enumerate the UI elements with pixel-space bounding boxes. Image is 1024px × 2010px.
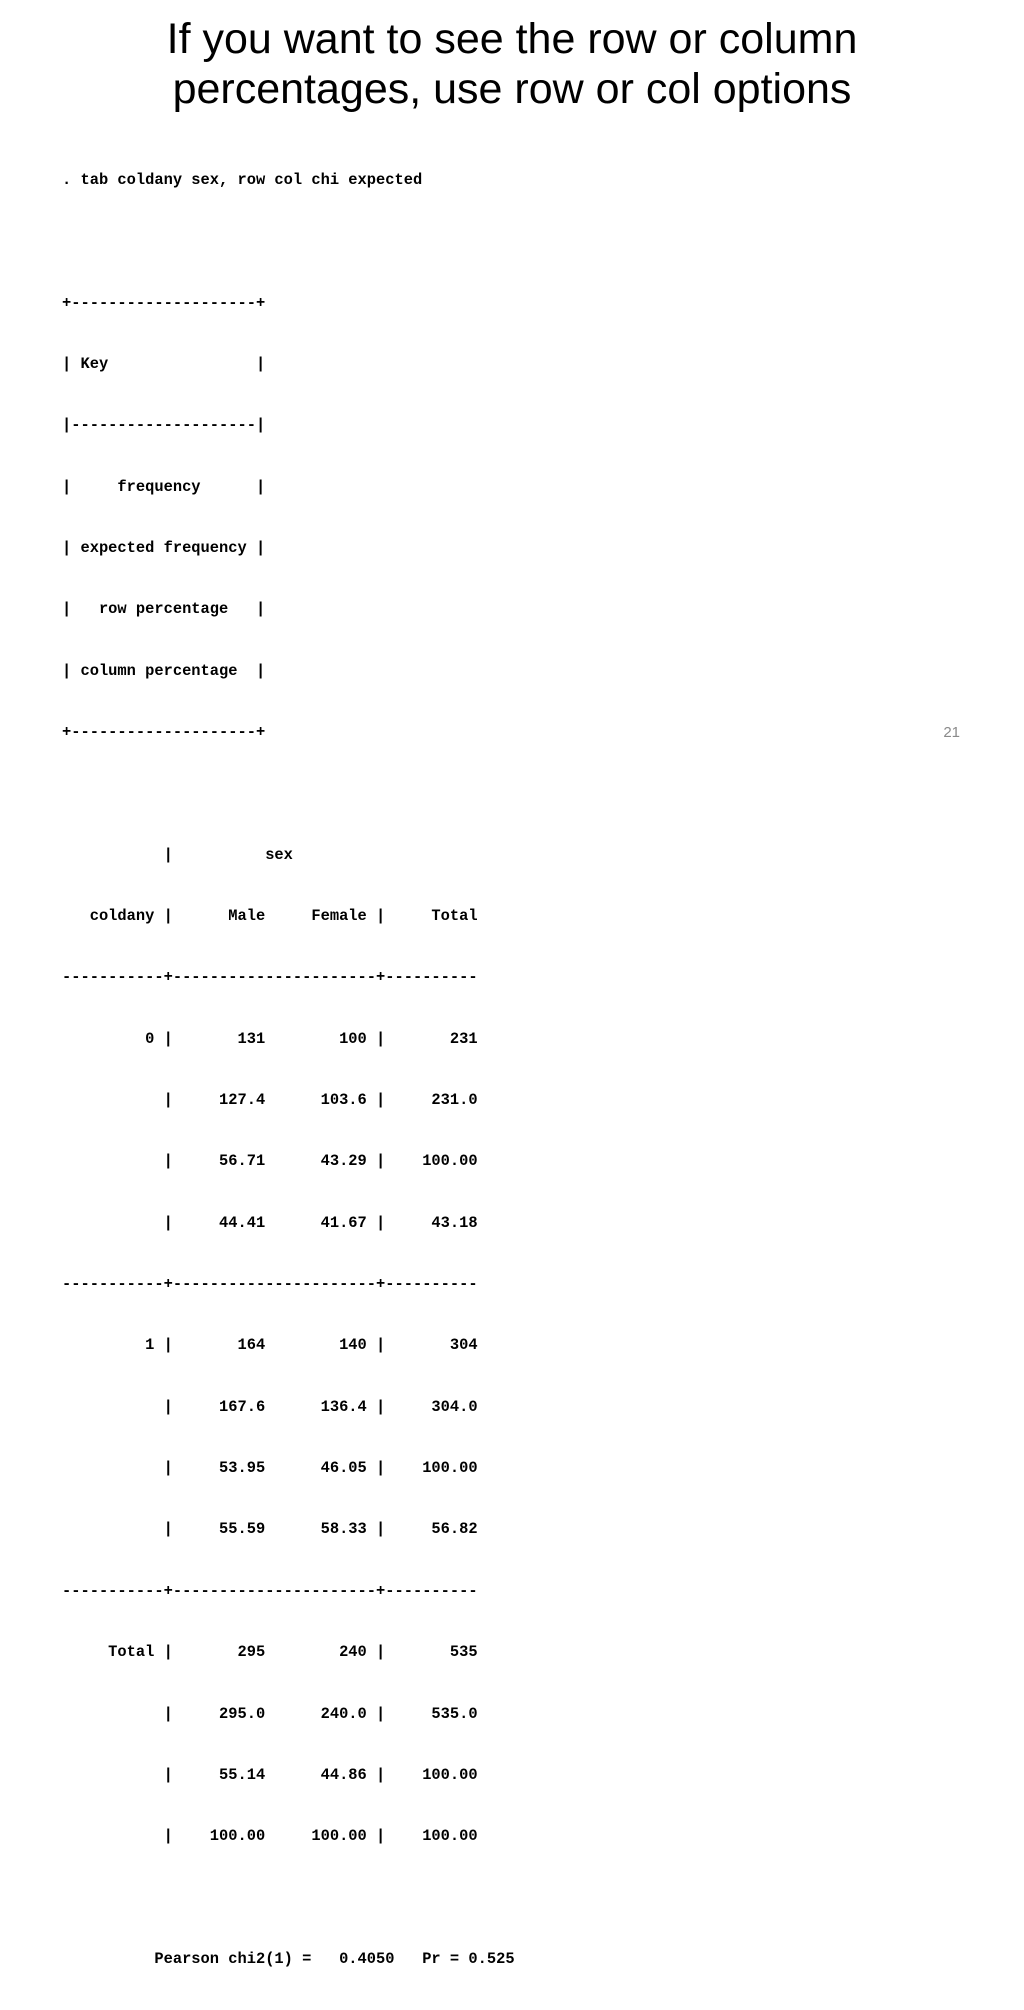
table-row: | 44.41 41.67 | 43.18 [62,1213,478,1232]
table-row: | 55.59 58.33 | 56.82 [62,1520,478,1539]
table-separator: -----------+----------------------+---------- [62,1275,478,1294]
title-line-2: percentages, use row or col options [172,65,852,113]
table-row: Total | 295 240 | 535 [62,1643,478,1662]
command-line: . tab coldany sex, row col chi expected [62,170,423,189]
table-row: | 53.95 46.05 | 100.00 [62,1459,478,1478]
key-box-line: |--------------------| [62,416,266,435]
table-separator: -----------+----------------------+---------- [62,1581,478,1600]
key-box-line: | frequency | [62,477,266,496]
table-header-line: | sex [62,845,293,864]
blank-line [62,783,515,803]
title-line-1: If you want to see the row or column [166,15,858,63]
table-row: | 295.0 240.0 | 535.0 [62,1704,478,1723]
key-box-line: | Key | [62,354,266,373]
table-row: | 55.14 44.86 | 100.00 [62,1765,478,1784]
slide-number: 21 [943,724,960,741]
stata-output [62,129,515,2010]
table-row: 1 | 164 140 | 304 [62,1336,478,1355]
table-row: 0 | 131 100 | 231 [62,1029,478,1048]
table-row: | 56.71 43.29 | 100.00 [62,1152,478,1171]
key-box-line: | row percentage | [62,600,266,619]
key-box-line: +--------------------+ [62,723,266,741]
pearson-chi2-line: Pearson chi2(1) = 0.4050 Pr = 0.525 [62,1949,515,1968]
table-row: | 100.00 100.00 | 100.00 [62,1827,478,1846]
table-separator: -----------+----------------------+---------- [62,968,478,987]
key-box-line: +--------------------+ [62,293,266,312]
blank-line [62,231,515,251]
key-box-line: | column percentage | [62,661,266,680]
key-box-line: | expected frequency | [62,538,266,557]
table-row: | 167.6 136.4 | 304.0 [62,1397,478,1416]
table-row: | 127.4 103.6 | 231.0 [62,1091,478,1110]
table-header-line: coldany | Male Female | Total [62,907,478,926]
blank-line [62,1888,515,1908]
slide-title [0,14,1024,114]
